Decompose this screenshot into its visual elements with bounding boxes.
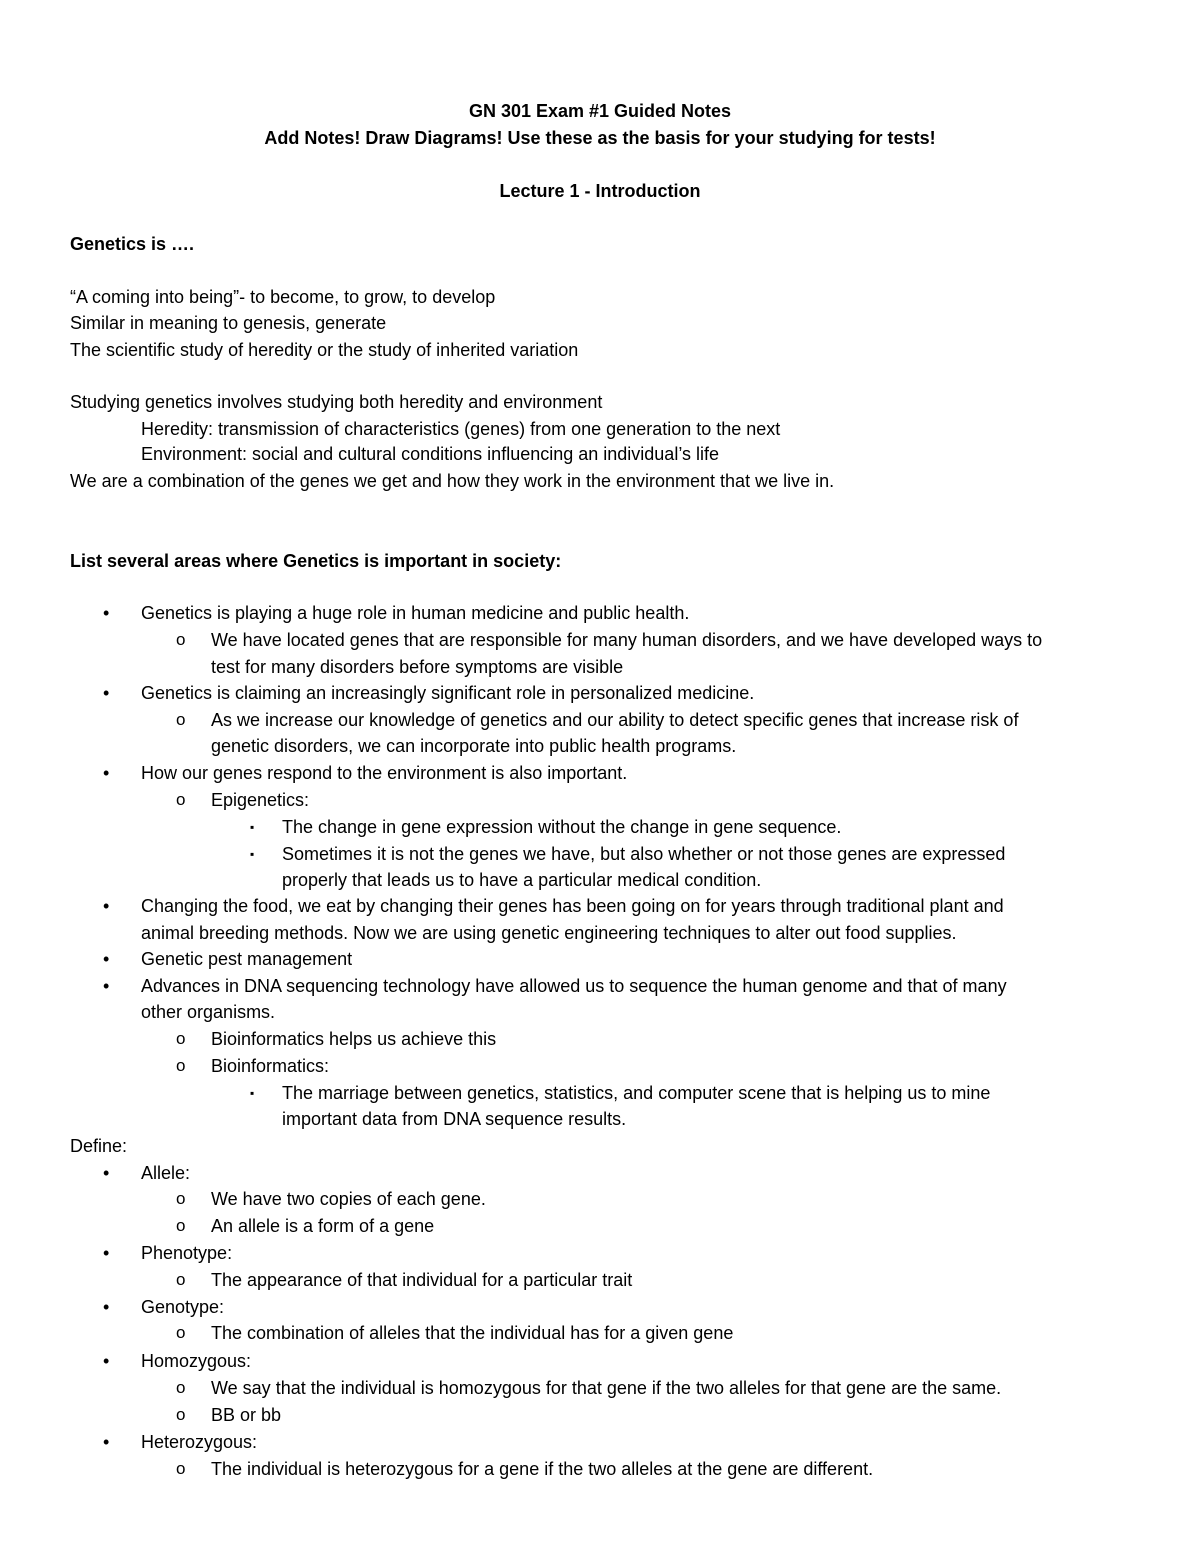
term-heterozygous: Heterozygous: [141,1432,258,1452]
list-item: Genetic pest management [141,949,353,969]
document-subtitle: Add Notes! Draw Diagrams! Use these as the basis for your studying for tests! [264,128,936,148]
define-heading: Define: [70,1136,128,1156]
list-item: The appearance of that individual for a particular trait [211,1270,633,1290]
bullet-circle: o [176,1459,186,1478]
list-item: Genetics is playing a huge role in human medicine and public health. [141,603,690,623]
list-item: An allele is a form of a gene [211,1216,435,1236]
list-item: How our genes respond to the environment is also important. [141,763,628,783]
list-item-continuation: animal breeding methods. Now we are using genetic engineering techniques to alter out food supplies. [141,923,957,943]
term-allele: Allele: [141,1163,191,1183]
document-title: GN 301 Exam #1 Guided Notes [468,101,732,121]
list-item-continuation: important data from DNA sequence results. [282,1109,627,1129]
heredity-line: Heredity: transmission of characteristics (genes) from one generation to the next [141,419,781,439]
bullet-circle: o [176,1378,186,1397]
studying-intro: Studying genetics involves studying both heredity and environment [70,392,603,412]
bullet-square: ▪ [250,820,255,834]
definition-line: Similar in meaning to genesis, generate [70,313,387,333]
list-item: Bioinformatics: [211,1056,330,1076]
list-item-continuation: genetic disorders, we can incorporate into public health programs. [211,736,737,756]
bullet-disc: • [103,1351,110,1371]
areas-heading: List several areas where Genetics is important in society: [70,551,562,571]
list-item: Genetics is claiming an increasingly significant role in personalized medicine. [141,683,755,703]
genetics-is-heading: Genetics is …. [70,234,195,254]
list-item: Advances in DNA sequencing technology have allowed us to sequence the human genome and that of many [141,976,1007,996]
term-genotype: Genotype: [141,1297,225,1317]
list-item-continuation: other organisms. [141,1002,276,1022]
bullet-circle: o [176,1189,186,1208]
bullet-circle: o [176,1270,186,1289]
bullet-disc: • [103,896,110,916]
bullet-disc: • [103,1163,110,1183]
bullet-square: ▪ [250,1086,255,1100]
list-item: The individual is heterozygous for a gene if the two alleles at the gene are different. [211,1459,874,1479]
list-item: We have two copies of each gene. [211,1189,486,1209]
list-item: Epigenetics: [211,790,310,810]
bullet-disc: • [103,683,110,703]
bullet-disc: • [103,1297,110,1317]
bullet-circle: o [176,1056,186,1075]
list-item: Bioinformatics helps us achieve this [211,1029,497,1049]
bullet-circle: o [176,790,186,809]
bullet-circle: o [176,1323,186,1342]
summary-line: We are a combination of the genes we get and how they work in the environment that we live in. [70,471,835,491]
list-item-continuation: properly that leads us to have a particular medical condition. [282,870,762,890]
list-item: We have located genes that are responsible for many human disorders, and we have developed ways to [211,630,1043,650]
bullet-disc: • [103,1432,110,1452]
list-item: The combination of alleles that the individual has for a given gene [211,1323,734,1343]
bullet-disc: • [103,603,110,623]
bullet-circle: o [176,1405,186,1424]
term-homozygous: Homozygous: [141,1351,252,1371]
term-phenotype: Phenotype: [141,1243,233,1263]
list-item: Changing the food, we eat by changing their genes has been going on for years through traditional plant and [141,896,1004,916]
bullet-circle: o [176,1216,186,1235]
bullet-circle: o [176,1029,186,1048]
lecture-heading: Lecture 1 - Introduction [499,181,701,201]
bullet-circle: o [176,630,186,649]
list-item: BB or bb [211,1405,282,1425]
list-item: The marriage between genetics, statistics, and computer scene that is helping us to mine [282,1083,991,1103]
bullet-disc: • [103,1243,110,1263]
environment-line: Environment: social and cultural conditions influencing an individual’s life [141,444,720,464]
bullet-disc: • [103,763,110,783]
list-item: Sometimes it is not the genes we have, but also whether or not those genes are expressed [282,844,1006,864]
bullet-disc: • [103,949,110,969]
definition-line: The scientific study of heredity or the study of inherited variation [70,340,579,360]
definition-line: “A coming into being”- to become, to grow, to develop [70,287,496,307]
list-item: The change in gene expression without the change in gene sequence. [282,817,842,837]
bullet-circle: o [176,710,186,729]
bullet-disc: • [103,976,110,996]
list-item-continuation: test for many disorders before symptoms are visible [211,657,624,677]
list-item: We say that the individual is homozygous for that gene if the two alleles for that gene are the same. [211,1378,1002,1398]
list-item: As we increase our knowledge of genetics and our ability to detect specific genes that increase risk of [211,710,1019,730]
bullet-square: ▪ [250,847,255,861]
